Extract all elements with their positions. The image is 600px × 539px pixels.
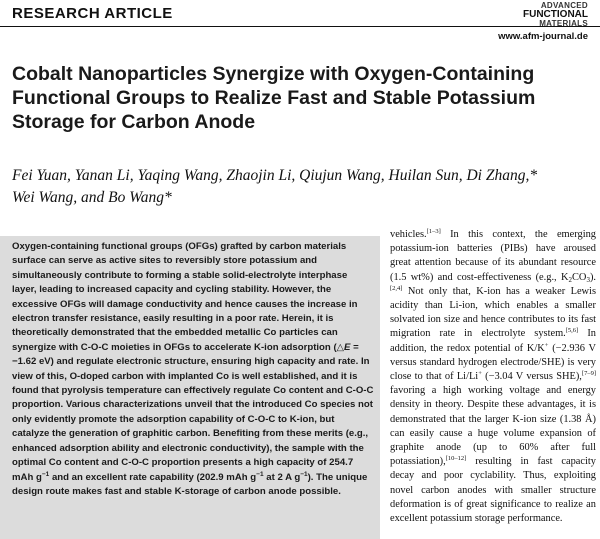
citation[interactable]: [2,4]	[390, 284, 403, 292]
author-list	[12, 165, 592, 209]
journal-logo	[523, 1, 588, 28]
delta-symbol: △	[336, 341, 345, 353]
journal-url[interactable]: www.afm-journal.de	[498, 31, 588, 42]
citation[interactable]: [1–3]	[426, 228, 441, 235]
citation[interactable]: [5,6]	[565, 327, 579, 335]
journal-logo-line3: MATERIALS	[539, 19, 588, 28]
section-label: RESEARCH ARTICLE	[12, 5, 173, 22]
citation[interactable]: [7–9]	[581, 370, 596, 378]
body-text: vehicles.[1–3] In this context, the emerging potassium-ion batteries (PIBs) have aroused great attention because of its abundant resource (1.5 wt%) and cost-effectiveness (e.g., $K_2CO_3).[2,4]$ Not only that, K-ion has a weaker Lewis acidity than Li-ion, which enables a smaller solvated ion size and hence contributes to its fast migration rate in electrolyte system.[5,6] In addition, the redox potential of K/K+ (−2.936 V versus standard hydrogen electrode/SHE) is very close to that of Li/Li+ (−3.04 V versus SHE),[7–9] favoring a high working voltage and energy density in theory. Despite these advantages, it is demonstrated that the larger K-ion size (1.38 Å) can easily cause a huge volume expansion of graphite anode (up to 60% after full potassiation),[10–12] resulting in fast capacity decay and poor cyclability. Thus, exploiting novel carbon anodes with smaller structure deformation is of great significance to realize an excellent potassium storage performance.	[390, 228, 596, 525]
journal-logo-line2: FUNCTIONAL	[523, 9, 588, 20]
author-line: Fei Yuan, Yanan Li, Yaqing Wang, Zhaojin Li, Qiujun Wang, Huilan Sun, Di Zhang,*	[12, 167, 538, 184]
abstract-text: Oxygen-containing functional groups (OFGs) grafted by carbon materials surface can serve as active sites to reversibly store potassium and simultaneously contribute to forming a stable solid-electrolyte interphase layer, leading to increased capacity and cycling stability. However, the excessive OFGs will damage conductivity and hence causes the increase in electron transfer resistance, easily resulting in a poor rate. Herein, it is theoretically demonstrated that the embedded metallic Co particles can synergize with C-O-C moieties in OFGs to accelerate K-ion adsorption (△E = −1.62 eV) and regulate electronic structure, ensuring high capacity and rate. In view of this, O-doped carbon with implanted Co is well established, and it is found that pyrolysis temperature can effectively regulate Co content and C-O-C proportion. Various characterizations unveil that the introduced Co species not only evidently promote the adsorption capability of C-O-C to K-ion, but catalyze the generation of graphitic carbon. Benefiting from these merits (e.g., enhanced adsorption ability and electronic conductivity), the sample with the optimal Co content and C-O-C proportion presents a high capacity of 254.7 mAh $g^{-1}$ and an excellent rate capability (202.9 mAh $g^{-1}$ at 2 A $g^{-1}$). The unique design route makes fast and stable K-storage of carbon anode possible.	[12, 241, 374, 497]
citation[interactable]: [10–12]	[445, 455, 467, 463]
journal-logo-line1: ADVANCED	[540, 1, 588, 10]
author-line: Wei Wang, and Bo Wang*	[12, 189, 172, 206]
title-line: Storage for Carbon Anode	[12, 111, 256, 133]
title-line: Cobalt Nanoparticles Synergize with Oxygen-Containing	[12, 63, 535, 85]
article-title	[12, 62, 592, 134]
title-line: Functional Groups to Realize Fast and Stable Potassium	[12, 87, 536, 109]
